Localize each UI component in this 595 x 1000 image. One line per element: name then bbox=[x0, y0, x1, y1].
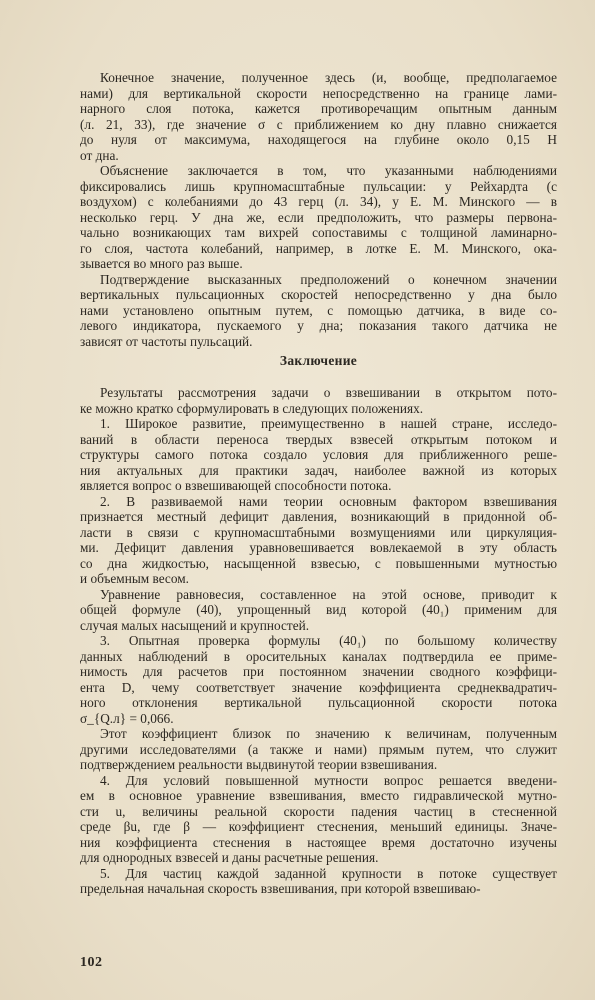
page-number: 102 bbox=[80, 955, 103, 970]
text-line: ке можно кратко сформулировать в следующих положениях. bbox=[80, 400, 424, 416]
text-line: 1. Широкое развитие, преимущественно в нашей стране, исследо- bbox=[100, 416, 557, 431]
text-line: ного отклонения вертикальной пульсационной скорости потока bbox=[80, 695, 557, 710]
paragraph bbox=[80, 163, 557, 272]
paragraph bbox=[80, 385, 557, 416]
text-line: Объяснение заключается в том, что указанными наблюдениями bbox=[100, 163, 557, 178]
conclusion-text bbox=[80, 385, 557, 897]
text-line: чально возникающих там вихрей сопоставимы с толщиной ламинарно- bbox=[80, 225, 557, 240]
text-line: левого индикатора, пускаемого у дна; показания такого датчика не bbox=[80, 318, 557, 333]
text-line: предельная начальная скорость взвешивания, при которой взвешиваю- bbox=[80, 881, 481, 896]
text-line: го слоя, частота колебаний, например, в лотке Е. М. Минского, ока- bbox=[80, 240, 557, 256]
text-line: ента D, чему соответствует значение коэффициента среднеквадратич- bbox=[80, 679, 557, 695]
text-line: зывается во много раз выше. bbox=[80, 256, 243, 271]
text-line: признается местный дефицит давления, возникающий в придонной об- bbox=[80, 509, 557, 524]
text-line: от дна. bbox=[80, 147, 119, 163]
text-line: Конечное значение, полученное здесь (и, вообще, предполагаемое bbox=[100, 70, 557, 85]
text-line: 2. В развиваемой нами теории основным фактором взвешивания bbox=[100, 493, 557, 509]
text-line: 3. Опытная проверка формулы (40₁) по большому количеству bbox=[100, 633, 557, 648]
text-line: σ_{Q.л} = 0,066. bbox=[80, 710, 174, 726]
text-line: ласти в связи с крупномасштабными возмущениями или циркуляция- bbox=[80, 524, 557, 540]
text-line: фиксировались лишь крупномасштабные пульсации: у Рейхардта (с bbox=[80, 178, 557, 194]
text-line: Уравнение равновесия, составленное на этой основе, приводит к bbox=[100, 586, 557, 602]
text-line: ми. Дефицит давления уравновешивается вовлекаемой в эту область bbox=[80, 540, 557, 555]
text-line: Результаты рассмотрения задачи о взвешивании в открытом пото- bbox=[100, 385, 557, 400]
text-line: ния актуальных для практики задач, наиболее важной из которых bbox=[80, 462, 557, 478]
text-line: вертикальных пульсационных скоростей непосредственно у дна было bbox=[80, 287, 557, 302]
section-heading: Заключение bbox=[279, 353, 358, 368]
text-line: общей формуле (40), упрощенный вид которой (40₁) применим для bbox=[80, 602, 557, 617]
text-line: подтверждением реальности выдвинутой теории взвешивания. bbox=[80, 757, 438, 772]
text-line: нарного слоя потока, кажется противоречащим опытным данным bbox=[80, 101, 557, 116]
text-line: структуры самого потока создало условия для приближенного реше- bbox=[80, 447, 557, 462]
paragraph bbox=[80, 587, 557, 634]
text-line: среде βu, где β — коэффициент стеснения, меньший единицы. Значе- bbox=[80, 819, 557, 834]
text-line: ния коэффициента стеснения в настоящее время достаточно изучены bbox=[80, 834, 557, 850]
paragraph bbox=[80, 633, 557, 726]
paragraph bbox=[80, 70, 557, 163]
paragraph bbox=[80, 866, 557, 897]
text-line: случая малых насыщений и крупностей. bbox=[80, 617, 310, 633]
text-line: другими исследователями (а также и нами) прямым путем, что служит bbox=[80, 741, 557, 757]
text-line: ваний в области переноса твердых взвесей открытым потоком и bbox=[80, 431, 557, 447]
text-line: зависят от частоты пульсаций. bbox=[80, 333, 253, 349]
text-line: нами установлено опытным путем, с помощью датчика, в виде со- bbox=[80, 302, 557, 318]
text-line: Этот коэффициент близок по значению к величинам, полученным bbox=[100, 726, 557, 741]
text-line: сти u, величины реальной скорости падения частиц в стесненной bbox=[80, 803, 557, 819]
text-line: нами) для вертикальной скорости непосредственно на границе лами- bbox=[80, 85, 557, 101]
paragraph bbox=[80, 272, 557, 350]
text-line: для однородных взвесей и даны расчетные решения. bbox=[80, 850, 379, 865]
text-line: нимость для расчетов при постоянном значении сводного коэффици- bbox=[80, 664, 557, 679]
text-line: и объемным весом. bbox=[80, 571, 189, 586]
paragraph bbox=[80, 726, 557, 773]
text-line: данных наблюдений в оросительных каналах подтвердила ее приме- bbox=[80, 648, 557, 664]
paragraph bbox=[80, 416, 557, 494]
text-line: является вопрос о взвешивающей способности потока. bbox=[80, 478, 392, 493]
text-line: воздухом) с колебаниями до 43 герц (л. 34), у Е. М. Минского — в bbox=[80, 194, 557, 209]
text-line: 4. Для условий повышенной мутности вопрос решается введени- bbox=[100, 772, 557, 788]
text-line: 5. Для частиц каждой заданной крупности в потоке существует bbox=[100, 865, 557, 881]
text-line: Подтверждение высказанных предположений о конечном значении bbox=[100, 271, 557, 287]
text-line: со дна жидкостью, насыщенной взвесью, с повышенными мутностью bbox=[80, 555, 557, 571]
text-line: до нуля от максимума, находящегося на глубине около 0,15 H bbox=[80, 132, 557, 147]
text-line: ем в основное уравнение взвешивания, вместо гидравлической мутно- bbox=[80, 788, 557, 803]
section-top-text bbox=[80, 70, 557, 349]
paragraph bbox=[80, 773, 557, 866]
text-line: (л. 21, 33), где значение σ с приближением ко дну плавно снижается bbox=[80, 116, 557, 132]
text-line: несколько герц. У дна же, если предположить, что размеры первона- bbox=[80, 209, 557, 225]
paragraph bbox=[80, 494, 557, 587]
